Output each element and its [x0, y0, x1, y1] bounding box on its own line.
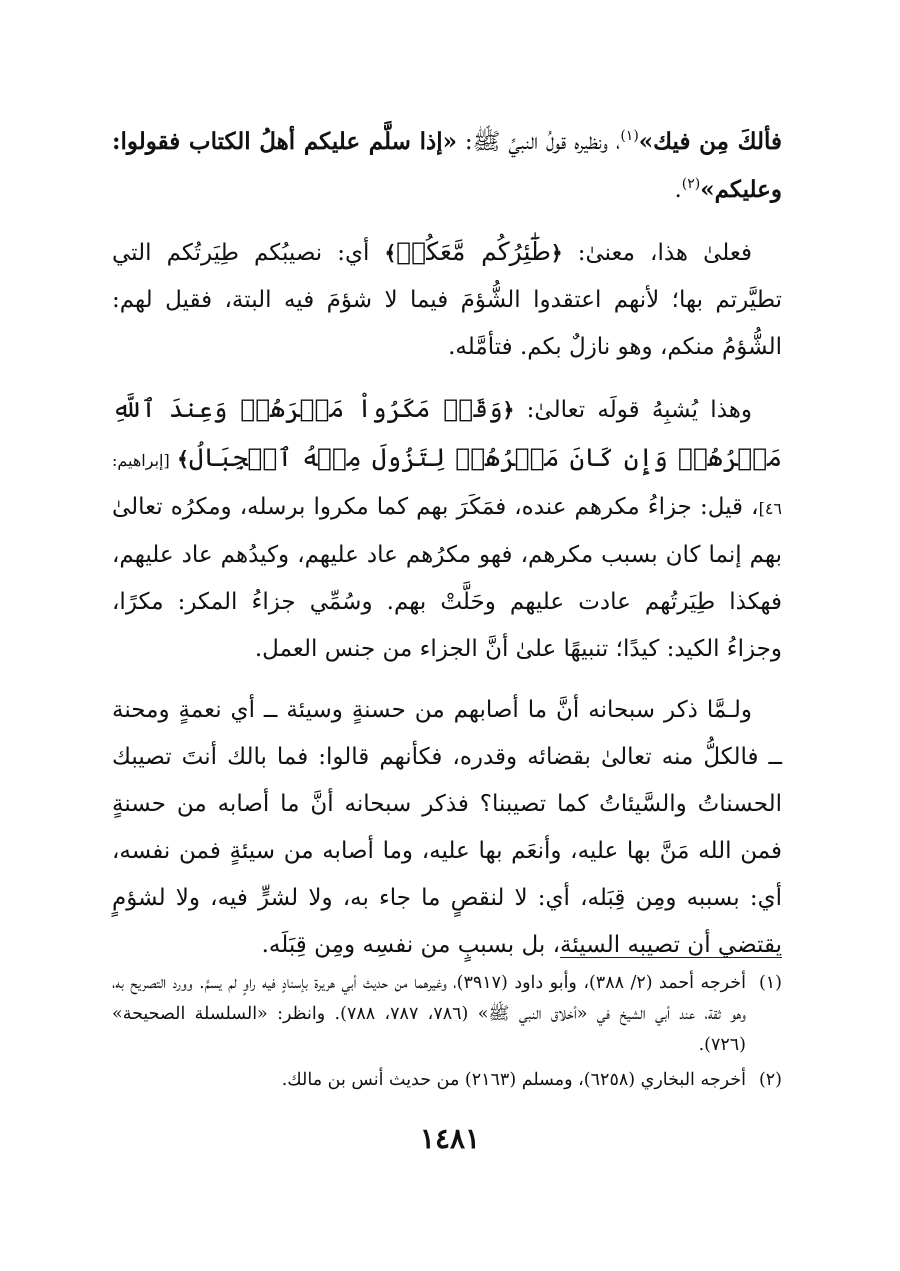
footnote-ref-1: (١): [620, 128, 639, 144]
quran-bracket-open: ﴿: [550, 241, 563, 265]
text-span: ، ونظيره قولُ النبيِّ ﷺ:: [456, 129, 621, 155]
footnote-text: أخرجه أحمد (٢/ ٣٨٨)، وأبو داود (٣٩١٧)، وغيرهما من حديث أبي هريرة بإسنادٍ فيه راوٍ لم يسمَّ. وورد التصريح به، وهو ثقة، عند أبي الشيخ في «أخلاق النبي ﷺ» (٧٨٦، ٧٨٧، ٧٨٨). وانظر: «السلسلة الصحيحة» (٧٢٦).: [112, 973, 746, 1055]
page-number: ١٤٨١: [419, 1122, 481, 1155]
footnote-number: (١): [758, 973, 782, 993]
paragraph-4: [112, 687, 782, 969]
footnotes: [112, 968, 782, 1100]
main-text: [112, 118, 782, 983]
footnote-2: [112, 1065, 782, 1096]
text-span: فعلىٰ هذا، معنىٰ:: [562, 240, 752, 266]
quran-verse: وَقَدۡ مَكَرُواْ مَكۡرَهُمۡ وَعِندَ ٱللَّهِ مَكۡرُهُمۡ وَإِن كَانَ مَكۡرُهُمۡ لِتَزُولَ مِنۡهُ ٱلۡجِبَالُ: [112, 394, 782, 472]
footnote-ref-2: (٢): [681, 176, 701, 192]
quran-bracket-close: ﴾: [384, 241, 397, 265]
hadith-quote: «إذا سلَّم عليكم أهلُ الكتاب فقولوا: وعليكم»: [112, 128, 782, 203]
hadith-quote: فألكَ مِن فيك»: [638, 128, 782, 155]
paragraph-1: [112, 118, 782, 214]
text-span: .: [674, 177, 682, 203]
text-span: ولـمَّا ذكر سبحانه أنَّ ما أصابهم من حسنةٍ وسيئة ــ أي نعمةٍ ومحنة ــ فالكلُّ منه تعالىٰ بقضائه وقدره، فكأنهم قالوا: فما بالك أنتَ تصيبك الحسناتُ والسَّيئاتُ كما تصيبنا؟ فذكر سبحانه أنَّ ما أصابه من حسنةٍ فمن الله مَنَّ بها عليه، وأنعَم بها عليه، وما أصابه من سيئةٍ فمن نفسه، أي: بسببه ومِن قِبَله، أي: لا لنقصٍ ما جاء به، ولا لشرٍّ فيه، ولا لشؤمٍ يقتضي أن تصيبه السيئة، بل بسببٍ من نفسِه ومِن قِبَلَه.: [112, 697, 782, 958]
text-span: وهذا يُشبِهُ قولَه تعالىٰ:: [514, 397, 753, 423]
text-span: ، قيل: جزاءُ مكرهم عنده، فمَكَرَ بهم كما مكروا برسله، ومكرُه تعالىٰ بهم إنما كان بسبب مكرهم، فهو مكرُهم عاد عليهم، وكيدُهم عاد عليهم، فهكذا طِيَرتُهم عادت عليهم وحَلَّتْ بهم. وسُمِّي جزاءُ المكر: مكرًا، وجزاءُ الكيد: كيدًا؛ تنبيهًا علىٰ أنَّ الجزاء من جنس العمل.: [112, 494, 782, 662]
verse-reference: [إبراهيم: ٤٦]: [112, 451, 782, 518]
footnote-text: أخرجه البخاري (٦٢٥٨)، ومسلم (٢١٦٣) من حديث أنس بن مالك.: [281, 1070, 746, 1090]
quran-verse: طَٰٓئِرُكُم مَّعَكُمۡ: [396, 237, 551, 266]
footnote-divider: [560, 957, 782, 958]
quran-bracket-open: ﴿: [502, 398, 515, 422]
quran-bracket-close: ﴾: [177, 447, 189, 471]
text-span: أي: نصيبُكم طِيَرتُكم التي تطيَّرتم بها؛ لأنهم اعتقدوا الشُّؤمَ فيما لا شؤمَ فيه البتة، فقيل لهم: الشُّؤمُ منكم، وهو نازلٌ بكم. فتأمَّله.: [112, 240, 782, 360]
paragraph-3: [112, 385, 782, 673]
footnote-number: (٢): [758, 1070, 782, 1090]
footnote-1: [112, 968, 782, 1061]
paragraph-2: [112, 228, 782, 371]
